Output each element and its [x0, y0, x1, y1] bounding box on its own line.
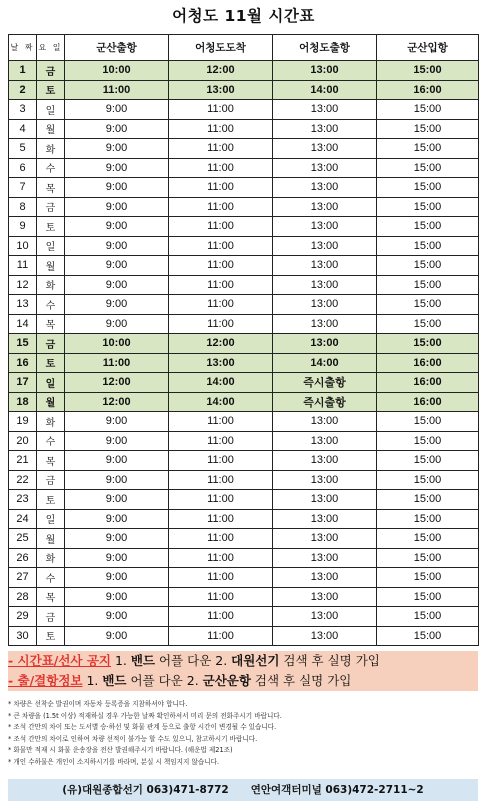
cell-eocheongdo-departure: 14:00	[273, 80, 377, 100]
notice-schedule	[8, 651, 478, 671]
cell-eocheongdo-arrival: 11:00	[169, 451, 273, 471]
notice-text: 1.	[110, 653, 131, 668]
cell-gunsan-arrival: 15:00	[377, 236, 479, 256]
terminal-contact: 연안여객터미널 063)472-2711~2	[250, 784, 424, 796]
table-row	[9, 295, 479, 315]
cell-eocheongdo-departure: 13:00	[273, 314, 377, 334]
cell-eocheongdo-arrival: 11:00	[169, 470, 273, 490]
table-row	[9, 451, 479, 471]
cell-gunsan-arrival: 15:00	[377, 256, 479, 276]
cell-gunsan-departure: 9:00	[65, 158, 169, 178]
notice-bold: 군산운항	[202, 673, 251, 688]
cell-date: 24	[9, 509, 37, 529]
cell-gunsan-arrival: 16:00	[377, 353, 479, 373]
cell-eocheongdo-arrival: 11:00	[169, 197, 273, 217]
cell-weekday: 월	[37, 256, 65, 276]
cell-date: 26	[9, 548, 37, 568]
cell-date: 9	[9, 217, 37, 237]
note-item: * 화물만 적재 시 화물 운송장을 전산 발권해주시기 바랍니다. (해운법 제21조)	[8, 746, 233, 754]
cell-eocheongdo-arrival: 11:00	[169, 529, 273, 549]
cell-gunsan-arrival: 15:00	[377, 197, 479, 217]
cell-date: 17	[9, 373, 37, 393]
cell-eocheongdo-arrival: 11:00	[169, 139, 273, 159]
table-row	[9, 490, 479, 510]
cell-gunsan-departure: 9:00	[65, 100, 169, 120]
cell-eocheongdo-arrival: 11:00	[169, 490, 273, 510]
cell-gunsan-arrival: 15:00	[377, 61, 479, 81]
table-row	[9, 626, 479, 646]
cell-gunsan-arrival: 15:00	[377, 626, 479, 646]
cell-weekday: 월	[37, 119, 65, 139]
cell-gunsan-departure: 9:00	[65, 470, 169, 490]
table-row	[9, 61, 479, 81]
cell-date: 7	[9, 178, 37, 198]
table-row	[9, 470, 479, 490]
cell-weekday: 토	[37, 353, 65, 373]
cell-gunsan-departure: 9:00	[65, 197, 169, 217]
table-row	[9, 275, 479, 295]
cell-eocheongdo-departure: 14:00	[273, 353, 377, 373]
cell-eocheongdo-arrival: 14:00	[169, 373, 273, 393]
cell-eocheongdo-departure: 13:00	[273, 509, 377, 529]
notice-bold: 밴드	[102, 673, 127, 688]
cell-eocheongdo-arrival: 11:00	[169, 158, 273, 178]
table-row	[9, 80, 479, 100]
cell-weekday: 수	[37, 568, 65, 588]
table-row	[9, 587, 479, 607]
cell-gunsan-arrival: 15:00	[377, 529, 479, 549]
cell-eocheongdo-departure: 즉시출항	[273, 392, 377, 412]
cell-eocheongdo-departure: 13:00	[273, 139, 377, 159]
cell-date: 1	[9, 61, 37, 81]
col-header-gunsan-arrival: 군산입항	[377, 35, 479, 61]
cell-eocheongdo-arrival: 11:00	[169, 626, 273, 646]
table-row	[9, 548, 479, 568]
cell-weekday: 금	[37, 334, 65, 354]
cell-gunsan-departure: 9:00	[65, 431, 169, 451]
table-row	[9, 509, 479, 529]
cell-date: 20	[9, 431, 37, 451]
cell-gunsan-arrival: 15:00	[377, 314, 479, 334]
note-item: * 큰 차량을 (1.5t 이상) 적재하실 경우 가능한 날짜 확인하셔서 미리 문의 전화주시기 바랍니다.	[8, 711, 282, 720]
cell-eocheongdo-departure: 13:00	[273, 217, 377, 237]
notice-text: 어플 다운 2.	[126, 673, 203, 688]
table-row	[9, 568, 479, 588]
cell-eocheongdo-arrival: 11:00	[169, 295, 273, 315]
cell-date: 16	[9, 353, 37, 373]
cell-gunsan-arrival: 15:00	[377, 587, 479, 607]
cell-eocheongdo-arrival: 11:00	[169, 314, 273, 334]
cell-eocheongdo-departure: 13:00	[273, 412, 377, 432]
cell-eocheongdo-departure: 13:00	[273, 295, 377, 315]
cell-weekday: 목	[37, 451, 65, 471]
cell-weekday: 월	[37, 529, 65, 549]
cell-gunsan-departure: 9:00	[65, 607, 169, 627]
cell-gunsan-departure: 9:00	[65, 314, 169, 334]
notice-bold: 대원선기	[231, 653, 280, 668]
cell-gunsan-departure: 9:00	[65, 119, 169, 139]
cell-eocheongdo-departure: 즉시출항	[273, 373, 377, 393]
cell-gunsan-arrival: 15:00	[377, 548, 479, 568]
table-row	[9, 529, 479, 549]
notice-operation	[8, 671, 478, 691]
cell-weekday: 금	[37, 197, 65, 217]
cell-date: 6	[9, 158, 37, 178]
cell-eocheongdo-departure: 13:00	[273, 100, 377, 120]
table-row	[9, 314, 479, 334]
col-header-date: 날 짜	[9, 35, 37, 61]
cell-weekday: 화	[37, 275, 65, 295]
cell-gunsan-departure: 9:00	[65, 139, 169, 159]
cell-date: 18	[9, 392, 37, 412]
cell-eocheongdo-departure: 13:00	[273, 451, 377, 471]
cell-eocheongdo-arrival: 11:00	[169, 431, 273, 451]
cell-date: 27	[9, 568, 37, 588]
cell-gunsan-arrival: 16:00	[377, 80, 479, 100]
cell-weekday: 일	[37, 509, 65, 529]
cell-gunsan-arrival: 15:00	[377, 334, 479, 354]
cell-date: 14	[9, 314, 37, 334]
cell-gunsan-departure: 12:00	[65, 373, 169, 393]
notice-text: 1.	[82, 673, 103, 688]
cell-date: 29	[9, 607, 37, 627]
cell-eocheongdo-departure: 13:00	[273, 490, 377, 510]
cell-eocheongdo-arrival: 11:00	[169, 217, 273, 237]
cell-gunsan-departure: 9:00	[65, 275, 169, 295]
col-header-weekday: 요 일	[37, 35, 65, 61]
cell-weekday: 화	[37, 548, 65, 568]
cell-eocheongdo-departure: 13:00	[273, 256, 377, 276]
cell-weekday: 월	[37, 392, 65, 412]
cell-eocheongdo-arrival: 11:00	[169, 178, 273, 198]
table-row	[9, 392, 479, 412]
cell-date: 21	[9, 451, 37, 471]
cell-gunsan-departure: 9:00	[65, 451, 169, 471]
note-item: * 조석 간만의 차이로 인하여 차량 선적이 불가능 할 수도 있으니, 참고하시기 바랍니다.	[8, 734, 258, 743]
cell-gunsan-arrival: 15:00	[377, 100, 479, 120]
cell-gunsan-arrival: 15:00	[377, 431, 479, 451]
cell-weekday: 일	[37, 373, 65, 393]
cell-weekday: 금	[37, 470, 65, 490]
cell-weekday: 토	[37, 217, 65, 237]
cell-gunsan-departure: 9:00	[65, 217, 169, 237]
note-item: * 개인 수하물은 개인이 소지하시기를 바라며, 분실 시 책임지지 않습니다.	[8, 757, 220, 766]
table-row	[9, 158, 479, 178]
notice-bold: 밴드	[130, 653, 156, 668]
cell-eocheongdo-arrival: 11:00	[169, 587, 273, 607]
table-row	[9, 178, 479, 198]
note-item: * 차량은 선착순 발권이며 자동차 등록증을 지참하셔야 합니다.	[8, 700, 188, 708]
cell-weekday: 금	[37, 607, 65, 627]
cell-gunsan-arrival: 15:00	[377, 158, 479, 178]
notes-list	[8, 699, 480, 768]
notice-schedule-label: - 시간표/선사 공지	[8, 653, 111, 668]
col-header-eocheongdo-departure: 어청도출항	[273, 35, 377, 61]
table-row	[9, 431, 479, 451]
cell-eocheongdo-departure: 13:00	[273, 197, 377, 217]
cell-date: 12	[9, 275, 37, 295]
col-header-eocheongdo-arrival: 어청도도착	[169, 35, 273, 61]
cell-gunsan-arrival: 15:00	[377, 490, 479, 510]
cell-gunsan-arrival: 15:00	[377, 607, 479, 627]
cell-weekday: 화	[37, 412, 65, 432]
cell-eocheongdo-arrival: 12:00	[169, 334, 273, 354]
table-row	[9, 236, 479, 256]
cell-gunsan-arrival: 15:00	[377, 568, 479, 588]
cell-eocheongdo-departure: 13:00	[273, 568, 377, 588]
cell-eocheongdo-arrival: 11:00	[169, 607, 273, 627]
table-row	[9, 256, 479, 276]
cell-date: 4	[9, 119, 37, 139]
cell-gunsan-departure: 9:00	[65, 509, 169, 529]
cell-gunsan-arrival: 15:00	[377, 295, 479, 315]
cell-gunsan-departure: 9:00	[65, 568, 169, 588]
cell-gunsan-departure: 9:00	[65, 529, 169, 549]
cell-gunsan-arrival: 15:00	[377, 178, 479, 198]
notice-text: 검색 후 실명 가입	[250, 673, 352, 688]
table-row	[9, 197, 479, 217]
cell-weekday: 수	[37, 431, 65, 451]
cell-gunsan-departure: 9:00	[65, 490, 169, 510]
cell-eocheongdo-departure: 13:00	[273, 470, 377, 490]
col-header-gunsan-departure: 군산출항	[65, 35, 169, 61]
cell-gunsan-departure: 9:00	[65, 256, 169, 276]
cell-gunsan-arrival: 16:00	[377, 373, 479, 393]
cell-eocheongdo-arrival: 12:00	[169, 61, 273, 81]
note-item: * 조석 간만의 차이 또는 도서별 승·하선 및 화물 관계 등으로 출항 시간이 변경될 수 있습니다.	[8, 723, 277, 731]
cell-eocheongdo-departure: 13:00	[273, 61, 377, 81]
cell-gunsan-departure: 9:00	[65, 178, 169, 198]
cell-eocheongdo-arrival: 11:00	[169, 119, 273, 139]
cell-eocheongdo-arrival: 11:00	[169, 256, 273, 276]
contact-footer	[8, 779, 478, 801]
cell-gunsan-arrival: 15:00	[377, 509, 479, 529]
cell-weekday: 화	[37, 139, 65, 159]
cell-date: 11	[9, 256, 37, 276]
cell-gunsan-departure: 10:00	[65, 334, 169, 354]
cell-eocheongdo-departure: 13:00	[273, 607, 377, 627]
cell-date: 22	[9, 470, 37, 490]
table-row	[9, 373, 479, 393]
cell-weekday: 일	[37, 100, 65, 120]
table-row	[9, 119, 479, 139]
cell-eocheongdo-arrival: 11:00	[169, 412, 273, 432]
cell-weekday: 일	[37, 236, 65, 256]
cell-eocheongdo-arrival: 11:00	[169, 236, 273, 256]
cell-date: 8	[9, 197, 37, 217]
company-contact: (유)대원종합선기 063)471-8772	[62, 784, 229, 796]
cell-gunsan-arrival: 15:00	[377, 217, 479, 237]
cell-eocheongdo-arrival: 14:00	[169, 392, 273, 412]
cell-eocheongdo-departure: 13:00	[273, 236, 377, 256]
cell-eocheongdo-departure: 13:00	[273, 548, 377, 568]
cell-date: 23	[9, 490, 37, 510]
cell-eocheongdo-departure: 13:00	[273, 431, 377, 451]
table-header-row	[9, 35, 479, 61]
cell-weekday: 토	[37, 626, 65, 646]
table-row	[9, 100, 479, 120]
cell-eocheongdo-arrival: 11:00	[169, 275, 273, 295]
cell-gunsan-arrival: 15:00	[377, 412, 479, 432]
cell-weekday: 수	[37, 158, 65, 178]
table-row	[9, 217, 479, 237]
cell-date: 10	[9, 236, 37, 256]
cell-weekday: 토	[37, 490, 65, 510]
cell-gunsan-departure: 9:00	[65, 587, 169, 607]
cell-eocheongdo-arrival: 11:00	[169, 509, 273, 529]
schedule-body	[9, 61, 479, 646]
cell-gunsan-departure: 9:00	[65, 236, 169, 256]
schedule-table	[8, 34, 479, 646]
cell-date: 15	[9, 334, 37, 354]
cell-eocheongdo-departure: 13:00	[273, 529, 377, 549]
cell-eocheongdo-arrival: 13:00	[169, 353, 273, 373]
cell-eocheongdo-arrival: 11:00	[169, 548, 273, 568]
cell-gunsan-arrival: 15:00	[377, 275, 479, 295]
cell-gunsan-departure: 11:00	[65, 353, 169, 373]
cell-gunsan-arrival: 15:00	[377, 119, 479, 139]
cell-date: 2	[9, 80, 37, 100]
table-row	[9, 353, 479, 373]
cell-weekday: 목	[37, 587, 65, 607]
cell-eocheongdo-departure: 13:00	[273, 178, 377, 198]
table-row	[9, 607, 479, 627]
cell-eocheongdo-arrival: 11:00	[169, 100, 273, 120]
cell-date: 19	[9, 412, 37, 432]
cell-gunsan-arrival: 16:00	[377, 392, 479, 412]
cell-gunsan-departure: 9:00	[65, 626, 169, 646]
cell-eocheongdo-departure: 13:00	[273, 158, 377, 178]
cell-date: 30	[9, 626, 37, 646]
table-row	[9, 334, 479, 354]
cell-weekday: 토	[37, 80, 65, 100]
cell-eocheongdo-departure: 13:00	[273, 626, 377, 646]
cell-gunsan-departure: 9:00	[65, 295, 169, 315]
cell-eocheongdo-arrival: 11:00	[169, 568, 273, 588]
table-row	[9, 139, 479, 159]
cell-eocheongdo-departure: 13:00	[273, 334, 377, 354]
cell-gunsan-arrival: 15:00	[377, 451, 479, 471]
notice-text: 검색 후 실명 가입	[279, 653, 380, 668]
cell-weekday: 목	[37, 314, 65, 334]
cell-gunsan-departure: 11:00	[65, 80, 169, 100]
cell-eocheongdo-arrival: 13:00	[169, 80, 273, 100]
cell-gunsan-departure: 10:00	[65, 61, 169, 81]
notice-text: 어플 다운 2.	[155, 653, 232, 668]
notice-operation-label: - 출/결항정보	[8, 673, 83, 688]
cell-gunsan-departure: 9:00	[65, 412, 169, 432]
page-title: 어청도 11월 시간표	[172, 7, 315, 25]
cell-date: 28	[9, 587, 37, 607]
cell-gunsan-arrival: 15:00	[377, 470, 479, 490]
cell-date: 25	[9, 529, 37, 549]
cell-eocheongdo-departure: 13:00	[273, 119, 377, 139]
cell-gunsan-departure: 9:00	[65, 548, 169, 568]
cell-eocheongdo-departure: 13:00	[273, 587, 377, 607]
cell-date: 5	[9, 139, 37, 159]
cell-date: 3	[9, 100, 37, 120]
cell-eocheongdo-departure: 13:00	[273, 275, 377, 295]
cell-weekday: 목	[37, 178, 65, 198]
cell-gunsan-arrival: 15:00	[377, 139, 479, 159]
cell-weekday: 금	[37, 61, 65, 81]
table-row	[9, 412, 479, 432]
cell-date: 13	[9, 295, 37, 315]
cell-weekday: 수	[37, 295, 65, 315]
cell-gunsan-departure: 12:00	[65, 392, 169, 412]
